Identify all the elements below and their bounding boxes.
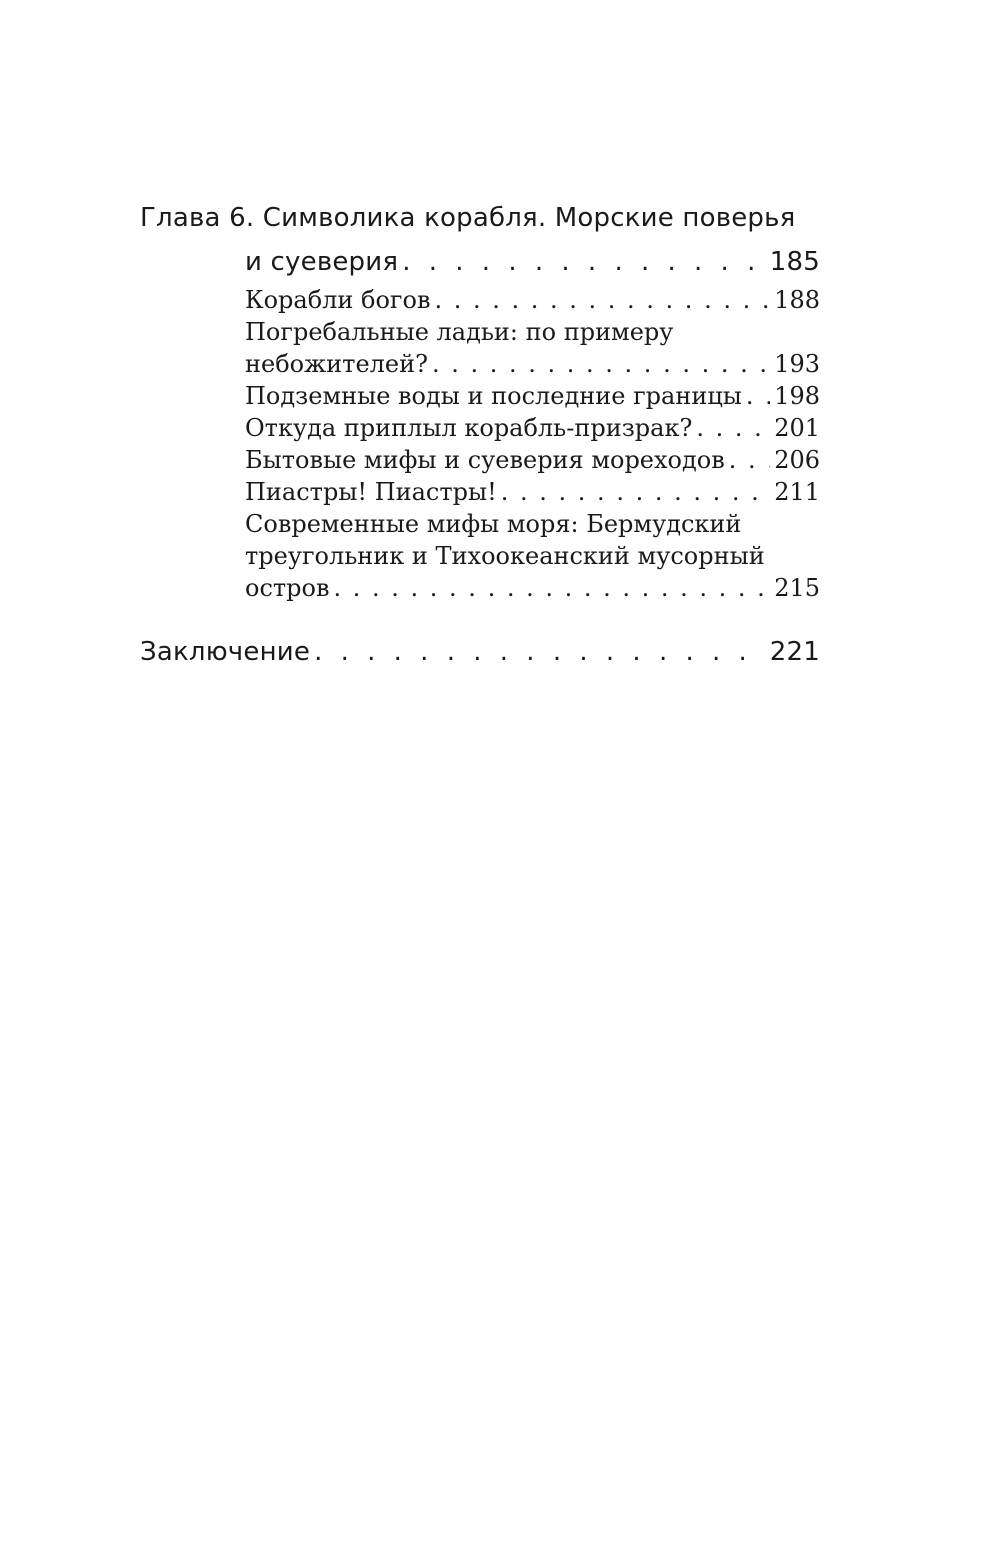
toc-section-modern-myths-line-1 [140, 508, 820, 540]
chapter-6-title: Глава 6. Символика корабля. Морские поверья [140, 203, 796, 233]
toc-section-sailor-superstitions [140, 444, 820, 476]
conclusion-title: Заключение [140, 637, 311, 667]
dot-leader [334, 572, 771, 604]
section-title: Погребальные ладьи: по примеру [245, 318, 674, 346]
section-page-number: 211 [774, 478, 820, 506]
section-page-number: 201 [774, 414, 820, 442]
section-title: Пиастры! Пиастры! [245, 478, 497, 506]
toc-section-underground-waters [140, 380, 820, 412]
section-page-number: 198 [774, 382, 820, 410]
toc-chapter-6-entry [140, 240, 820, 284]
chapter-6-title-continued: и суеверия [245, 247, 399, 277]
spacer [140, 604, 820, 630]
dot-leader [746, 380, 770, 412]
toc-section-modern-myths-line-2 [140, 540, 820, 572]
dot-leader [314, 630, 766, 674]
dot-leader [501, 476, 770, 508]
section-title-continued: небожителей? [245, 350, 428, 378]
toc-section-piastres [140, 476, 820, 508]
toc-section-modern-myths [140, 572, 820, 604]
section-title-continued: остров [245, 574, 330, 602]
section-page-number: 193 [774, 350, 820, 378]
section-page-number: 215 [774, 574, 820, 602]
section-title: Корабли богов [245, 286, 431, 314]
dot-leader [696, 412, 770, 444]
toc-section-gods-ships [140, 284, 820, 316]
toc-section-funeral-boats [140, 348, 820, 380]
toc-conclusion-entry [140, 630, 820, 674]
section-page-number: 188 [774, 286, 820, 314]
chapter-6-page-number: 185 [769, 247, 820, 277]
section-title: Современные мифы моря: Бермудский [245, 510, 742, 538]
dot-leader [434, 284, 770, 316]
table-of-contents [140, 196, 820, 674]
section-page-number: 206 [774, 446, 820, 474]
section-title: Подземные воды и последние границы [245, 382, 742, 410]
dot-leader [432, 348, 770, 380]
conclusion-page-number: 221 [769, 637, 820, 667]
section-title-continued: треугольник и Тихоокеанский мусорный [245, 542, 765, 570]
toc-section-funeral-boats-line-1 [140, 316, 820, 348]
dot-leader [402, 240, 766, 284]
dot-leader [729, 444, 770, 476]
section-title: Бытовые мифы и суеверия мореходов [245, 446, 725, 474]
toc-section-ghost-ship [140, 412, 820, 444]
toc-chapter-6-title-line [140, 196, 820, 240]
section-title: Откуда приплыл корабль-призрак? [245, 414, 693, 442]
